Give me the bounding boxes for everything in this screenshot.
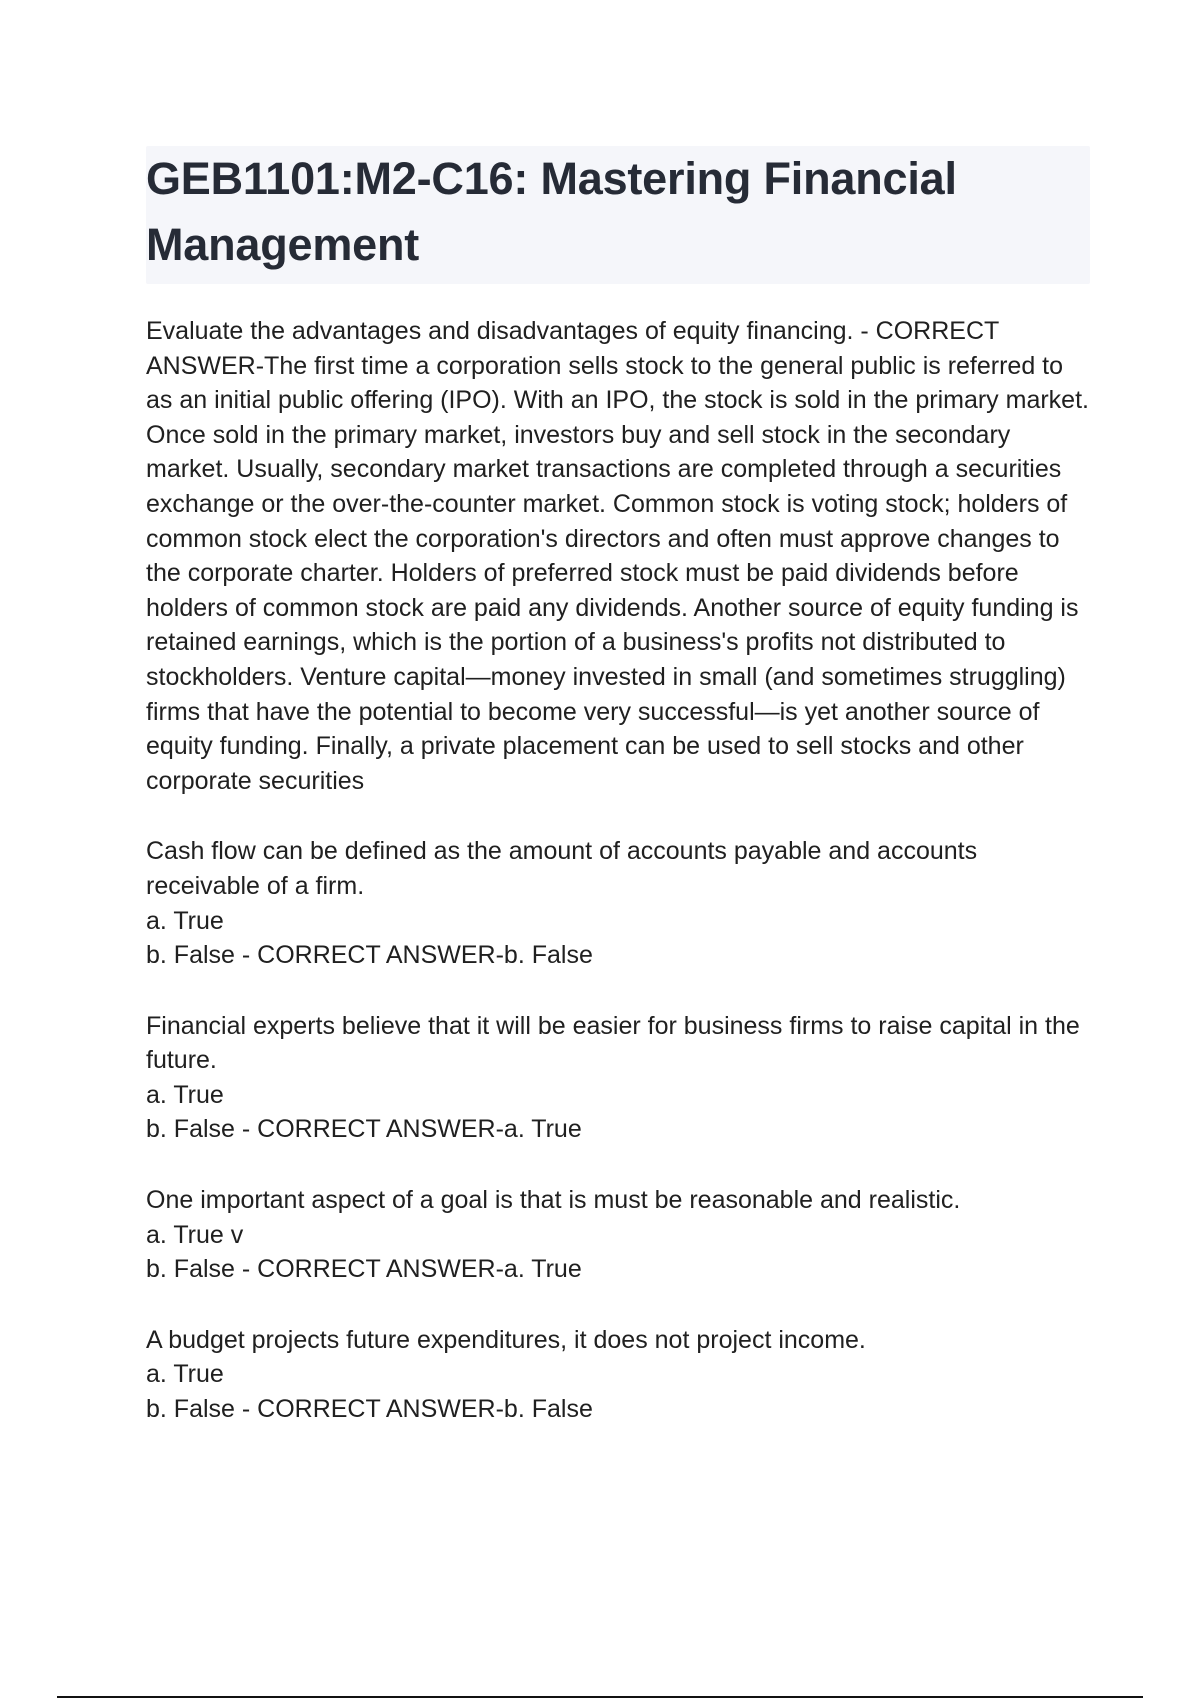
- option-a: a. True: [146, 1080, 224, 1109]
- qa-item-1: [146, 314, 1090, 798]
- qa-item-2: [146, 834, 1090, 972]
- question-text: Cash flow can be defined as the amount of accounts payable and accounts receivable of a firm.: [146, 837, 978, 900]
- question-text: One important aspect of a goal is that is must be reasonable and realistic.: [146, 1186, 961, 1215]
- option-b-answer: b. False - CORRECT ANSWER-b. False: [146, 941, 593, 970]
- document-page: [146, 146, 1090, 1463]
- footer-divider: [57, 1696, 1143, 1698]
- option-b-answer: b. False - CORRECT ANSWER-b. False: [146, 1395, 593, 1424]
- qa-item-3: [146, 1009, 1090, 1147]
- option-a: a. True v: [146, 1220, 244, 1249]
- option-a: a. True: [146, 1360, 224, 1389]
- qa-item-4: [146, 1183, 1090, 1287]
- page-title: GEB1101:M2-C16: Mastering Financial Management: [146, 153, 957, 270]
- option-a: a. True: [146, 906, 224, 935]
- title-banner: [146, 146, 1090, 284]
- option-b-answer: b. False - CORRECT ANSWER-a. True: [146, 1255, 582, 1284]
- option-b-answer: b. False - CORRECT ANSWER-a. True: [146, 1115, 582, 1144]
- document-content: [146, 314, 1090, 1427]
- question-text: Financial experts believe that it will be easier for business firms to raise capital in the future.: [146, 1011, 1080, 1075]
- question-text: A budget projects future expenditures, it does not project income.: [146, 1325, 866, 1354]
- question-text: Evaluate the advantages and disadvantages of equity financing. - CORRECT ANSWER-The first time a corporation sells stock to the general public is referred to as an initial public offering (IPO). With an IPO, the stock is sold in the primary market. Once sold in the primary market, investors buy and sell stock in the secondary market. Usually, secondary market transactions are completed through a securities exchange or the over-the-counter market. Common stock is voting stock; holders of common stock elect the corporation's directors and often must approve changes to the corporate charter. Holders of preferred stock must be paid dividends before holders of common stock are paid any dividends. Another source of equity funding is retained earnings, which is the portion of a business's profits not distributed to stockholders. Venture capital—money invested in small (and sometimes struggling) firms that have the potential to become very successful—is yet another source of equity funding. Finally, a private placement can be used to sell stocks and other corporate securities: [146, 317, 1089, 795]
- qa-item-5: [146, 1323, 1090, 1427]
